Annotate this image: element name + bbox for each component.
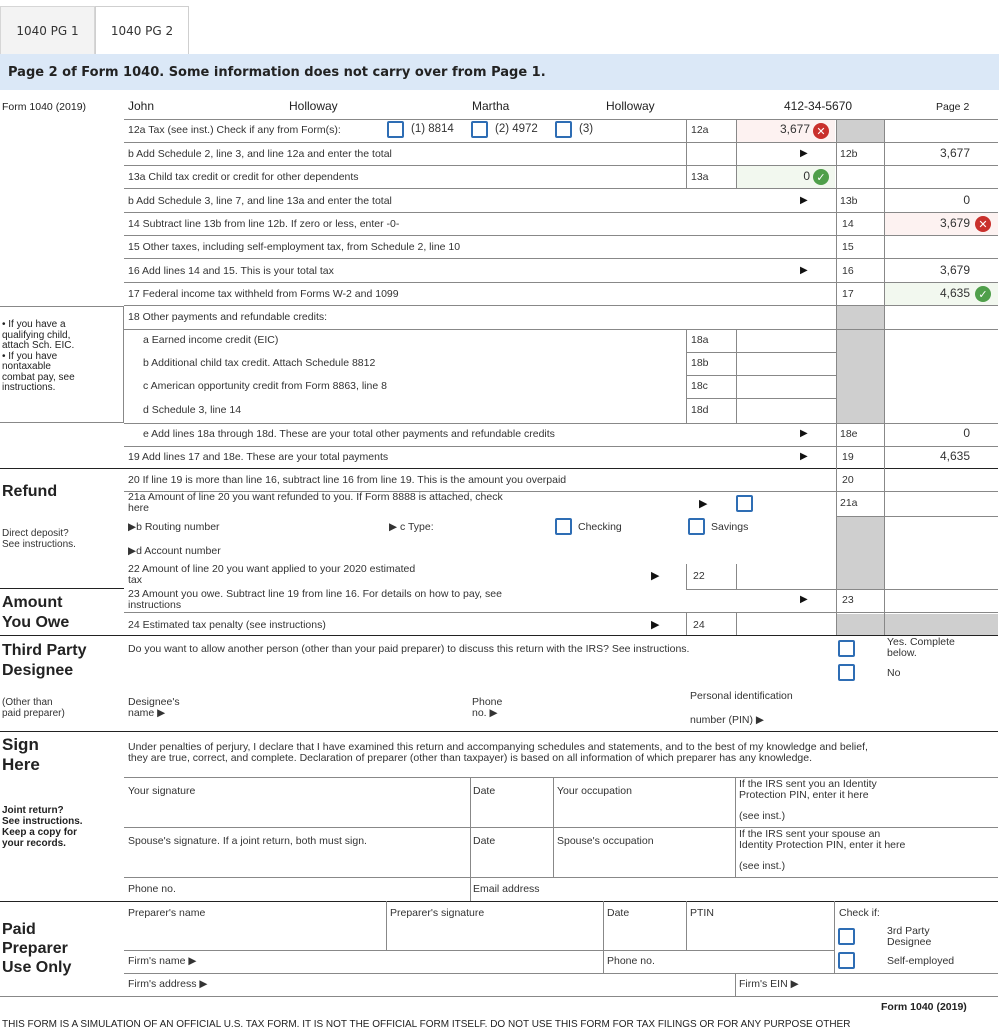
arrow-icon: ▶ [800,265,808,276]
designee-pin-label-2: number (PIN) ▶ [690,714,765,726]
designee-question: Do you want to allow another person (other than your paid preparer) to discuss this return with the IRS? See instructions. [128,643,690,655]
ip-pin-note: If the IRS sent you an Identity Protection PIN, enter it here [739,778,877,801]
form-8814-checkbox[interactable] [387,121,404,138]
arrow-icon: ▶ [800,148,808,159]
arrow-icon: ▶ [800,428,808,439]
line-17-text: 17 Federal income tax withheld from Forms W-2 and 1099 [128,288,399,300]
arrow-icon: ▶ [699,498,708,510]
code-18e: 18e [840,428,858,440]
opt-4972-label: (2) 4972 [495,123,538,135]
self-employed-label: Self-employed [887,955,955,967]
page-label: Page 2 [936,101,970,113]
form-label: Form 1040 (2019) [2,101,87,113]
error-icon: ✕ [813,123,829,139]
firm-name-label: Firm's name ▶ [128,955,197,967]
sign-date-label: Date [473,785,496,797]
arrow-icon: ▶ [800,195,808,206]
code-12b: 12b [840,148,858,160]
refund-title: Refund [2,483,58,500]
amount-you-owe-title: Amount You Owe [2,594,70,631]
spouse-occupation-label: Spouse's occupation [557,835,654,847]
code-12a: 12a [691,124,709,136]
spouse-ip-pin-note: If the IRS sent your spouse an Identity Protection PIN, enter it here [739,828,906,851]
spouse-date-label: Date [473,835,496,847]
code-24: 24 [693,619,705,631]
designee-pin-label-1: Personal identification [690,690,793,702]
code-18a: 18a [691,334,709,346]
line-13b-text: b Add Schedule 3, line 7, and line 13a and enter the total [128,195,392,207]
code-16: 16 [842,265,854,277]
savings-label: Savings [711,521,749,533]
third-party-designee-title: Third Party Designee [2,642,87,679]
tab-1040-pg2[interactable]: 1040 PG 2 [95,6,189,54]
preparer-name-label: Preparer's name [128,907,206,919]
self-employed-checkbox[interactable] [838,952,855,969]
shaded-cell [836,119,884,142]
code-13a: 13a [691,171,709,183]
code-18c: 18c [691,380,708,392]
line-12a-text: 12a Tax (see inst.) Check if any from Form(s): [128,124,341,136]
code-13b: 13b [840,195,858,207]
checking-label: Checking [578,521,622,533]
line-18b-text: b Additional child tax credit. Attach Schedule 8812 [143,357,376,369]
account-type-label: ▶ c Type: [389,521,434,533]
savings-checkbox[interactable] [688,518,705,535]
arrow-icon: ▶ [651,570,660,582]
line-19-text: 19 Add lines 17 and 18e. These are your total payments [128,451,389,463]
ptin-label: PTIN [690,907,714,919]
phone-label: Phone no. [128,883,176,895]
arrow-icon: ▶ [651,619,660,631]
value-14[interactable]: 3,679 [939,216,970,230]
form-4972-checkbox[interactable] [471,121,488,138]
line-20-text: 20 If line 19 is more than line 16, subtract line 16 from line 19. This is the amount you overpaid [128,474,567,486]
shaded-cell [836,306,884,423]
line-14-text: 14 Subtract line 13b from line 12b. If zero or less, enter -0- [128,218,400,230]
designee-name-label: Designee's name ▶ [128,696,180,719]
opt-8814-label: (1) 8814 [411,123,454,135]
code-14: 14 [842,218,854,230]
line-15-text: 15 Other taxes, including self-employment tax, from Schedule 2, line 10 [128,241,461,253]
code-20: 20 [842,474,854,486]
preparer-date-label: Date [607,907,630,919]
line-22-text: 22 Amount of line 20 you want applied to your 2020 estimated tax [128,563,416,586]
value-16[interactable]: 3,679 [939,263,970,277]
third-party-checkbox[interactable] [838,928,855,945]
ssn: 412-34-5670 [784,99,853,113]
line-18c-text: c American opportunity credit from Form 8863, line 8 [143,380,387,392]
paid-preparer-title: Paid Preparer Use Only [2,921,72,976]
value-13b[interactable]: 0 [963,193,970,207]
account-number-label: ▶d Account number [128,545,221,557]
shaded-cell [836,614,998,635]
code-19: 19 [842,451,854,463]
line-16-text: 16 Add lines 14 and 15. This is your total tax [128,265,334,277]
line-23-text: 23 Amount you owe. Subtract line 19 from line 16. For details on how to pay, see instructions [128,588,502,611]
designee-other-note: (Other than paid preparer) [2,697,65,719]
side-note: • If you have a qualifying child, attach Sch. EIC. • If you have nontaxable combat pay, see instructions. [2,319,75,393]
direct-deposit-note: Direct deposit? See instructions. [2,528,76,550]
email-label: Email address [473,883,540,895]
arrow-icon: ▶ [800,594,808,605]
code-17: 17 [842,288,854,300]
check-icon: ✓ [975,286,991,302]
first-name: John [128,99,155,113]
code-21a: 21a [840,497,858,509]
line-13a-text: 13a Child tax credit or credit for other dependents [128,171,359,183]
firm-ein-label: Firm's EIN ▶ [739,978,799,990]
spouse-signature-label: Spouse's signature. If a joint return, both must sign. [128,835,367,847]
code-15: 15 [842,241,854,253]
line-18-text: 18 Other payments and refundable credits: [128,311,328,323]
your-occupation-label: Your occupation [557,785,632,797]
form-8888-checkbox[interactable] [736,495,753,512]
perjury-statement: Under penalties of perjury, I declare that I have examined this return and accompanying schedules and statements, and to the best of my knowledge and belief, they are true, correct, and complete. Declaration of preparer (other than taxpayer) is based on all information of which preparer has any knowledge. [128,741,868,764]
check-icon: ✓ [813,169,829,185]
check-if-label: Check if: [839,907,880,919]
sign-here-title: Sign Here [2,735,40,774]
code-23: 23 [842,594,854,606]
value-17[interactable]: 4,635 [939,286,970,300]
joint-return-note: Joint return? See instructions. Keep a copy for your records. [2,805,83,849]
tab-1040-pg1[interactable]: 1040 PG 1 [0,6,95,54]
code-18b: 18b [691,357,709,369]
last-name: Holloway [289,99,338,113]
line-21a-text: 21a Amount of line 20 you want refunded to you. If Form 8888 is attached, check here [128,491,503,514]
designee-yes-checkbox[interactable] [838,640,855,657]
line-18d-text: d Schedule 3, line 14 [143,404,242,416]
checking-checkbox[interactable] [555,518,572,535]
form-3-checkbox[interactable] [555,121,572,138]
line-18a-text: a Earned income credit (EIC) [143,334,279,346]
routing-number-label: ▶b Routing number [128,521,220,533]
footer-form-label: Form 1040 (2019) [881,1001,967,1013]
spouse-first-name: Martha [472,99,510,113]
value-12b[interactable]: 3,677 [939,146,970,160]
firm-phone-label: Phone no. [607,955,655,967]
arrow-icon: ▶ [800,451,808,462]
code-22: 22 [693,570,705,582]
designee-no-label: No [887,667,901,679]
value-12a[interactable]: 3,677 [779,122,810,136]
value-13a[interactable]: 0 [803,169,810,183]
line-24-text: 24 Estimated tax penalty (see instructions) [128,619,326,631]
code-18d: 18d [691,404,709,416]
opt-3-label: (3) [579,123,594,135]
ip-pin-see-inst: (see inst.) [739,810,786,822]
spouse-last-name: Holloway [606,99,655,113]
preparer-signature-label: Preparer's signature [390,907,485,919]
value-18e[interactable]: 0 [963,426,970,440]
spouse-ip-see-inst: (see inst.) [739,860,786,872]
designee-yes-label: Yes. Complete below. [887,636,955,659]
firm-address-label: Firm's address ▶ [128,978,208,990]
designee-phone-label: Phone no. ▶ [472,696,503,719]
designee-no-checkbox[interactable] [838,664,855,681]
page-banner: Page 2 of Form 1040. Some information does not carry over from Page 1. [0,54,999,90]
line-18e-text: e Add lines 18a through 18d. These are your total other payments and refundable credits [143,428,555,440]
your-signature-label: Your signature [128,785,196,797]
disclaimer: THIS FORM IS A SIMULATION OF AN OFFICIAL U.S. TAX FORM. IT IS NOT THE OFFICIAL FORM ITSELF. DO NOT USE THIS FORM FOR TAX FILINGS OR FOR ANY PURPOSE OTHER [2,1019,851,1030]
third-party-label: 3rd Party Designee [887,925,932,948]
value-19[interactable]: 4,635 [939,449,970,463]
line-12b-text: b Add Schedule 2, line 3, and line 12a and enter the total [128,148,392,160]
error-icon: ✕ [975,216,991,232]
shaded-cell [836,516,884,589]
